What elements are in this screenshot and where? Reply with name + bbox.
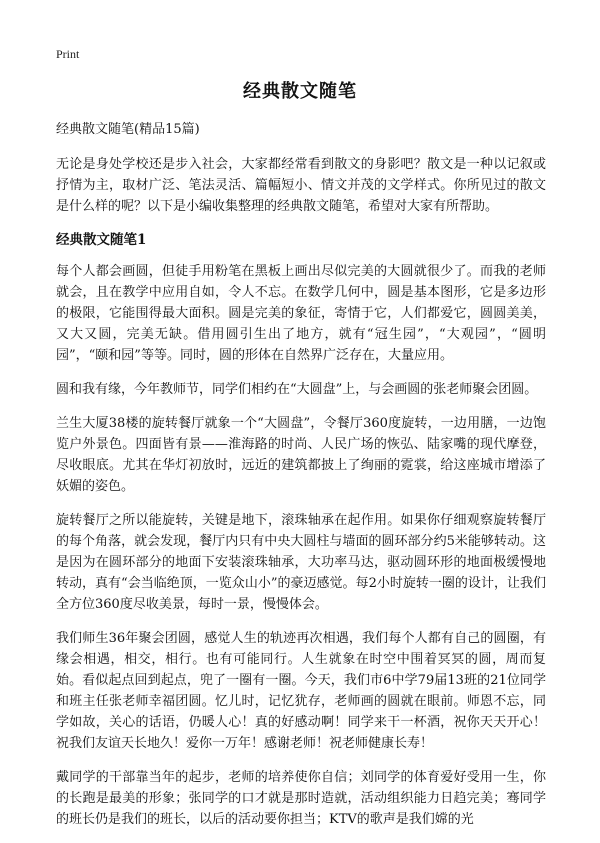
body-paragraph: 旋转餐厅之所以能旋转，关键是地下，滚珠轴承在起作用。如果你仔细观察旋转餐厅的每个角落，就会发现，餐厅内只有中央大圆柱与墙面的圆环部分约5米能够转动。这是因为在圆环部分的地面下安装滚珠轴承，大功率马达，驱动圆环形的地面极缓慢地转动，真有“会当临绝顶，一览众山小”的豪迈感觉。每2小时旋转一圈的设计，让我们全方位360度尽收美景，每时一景，慢慢体会。 [56, 513, 546, 612]
document-subtitle: 经典散文随笔(精品15篇) [56, 122, 200, 137]
document-body [56, 119, 546, 843]
body-paragraph: 我们师生36年聚会团圆，感觉人生的轨迹再次相遇，我们每个人都有自己的圆圈，有缘会相遇，相交，相行。也有可能同行。人生就象在时空中围着冥冥的圆，周而复始。看似起点回到起点，兜了一圈有一圈。今天，我们市6中学79届13班的21位同学和班主任张老师幸福团圆。忆儿时，记忆犹存，老师画的圆就在眼前。师恩不忘，同学如故，关心的话语，仍暖人心！真的好感动啊！同学来干一杯酒，祝你天天开心！祝我们友谊天长地久！爱你一万年！感谢老师！祝老师健康长寿！ [56, 631, 546, 751]
intro-paragraph: 无论是身处学校还是步入社会，大家都经常看到散文的身影吧？散文是一种以记叙或抒情为主，取材广泛、笔法灵活、篇幅短小、情文并茂的文学样式。你所见过的散文是什么样的呢？以下是小编收集整理的经典散文随笔，希望对大家有所帮助。 [56, 157, 546, 214]
body-paragraph: 每个人都会画圆，但徒手用粉笔在黑板上画出尽似完美的大圆就很少了。而我的老师就会，且在教学中应用自如，令人不忘。在数学几何中，圆是基本图形，它是多边形的极限，它能围得最大面积。圆是完美的象征，寄情于它，人们都爱它，圆圆美美，又大又圆，完美无缺。借用圆引生出了地方，就有“冠生园”，“大观园”，“圆明园”，“颐和园”等等。同时，圆的形体在自然界广泛存在，大量应用。 [56, 264, 546, 363]
section-heading: 经典散文随笔1 [56, 232, 147, 248]
body-paragraph: 戴同学的干部靠当年的起步，老师的培养使你自信；刘同学的体育爱好受用一生，你的长跑是最美的形象；张同学的口才就是那时造就，活动组织能力日趋完美；骞同学的班长仍是我们的班长，以后的活动要你担当；KTV的歌声是我们嫦的光 [56, 770, 546, 827]
body-paragraph: 圆和我有缘，今年教师节，同学们相约在“大圆盘”上，与会画圆的张老师聚会团圆。 [56, 382, 538, 397]
page-title: 经典散文随笔 [243, 81, 357, 102]
print-link[interactable]: Print [56, 47, 80, 61]
body-paragraph: 兰生大厦38楼的旋转餐厅就象一个“大圆盘”，令餐厅360度旋转，一边用膳，一边饱览户外景色。四面皆有景——淮海路的时尚、人民广场的恢弘、陆家嘴的现代摩登，尽收眼底。尤其在华灯初放时，远近的建筑都披上了绚丽的霓裳，给这座城市增添了妖媚的姿色。 [56, 416, 546, 494]
